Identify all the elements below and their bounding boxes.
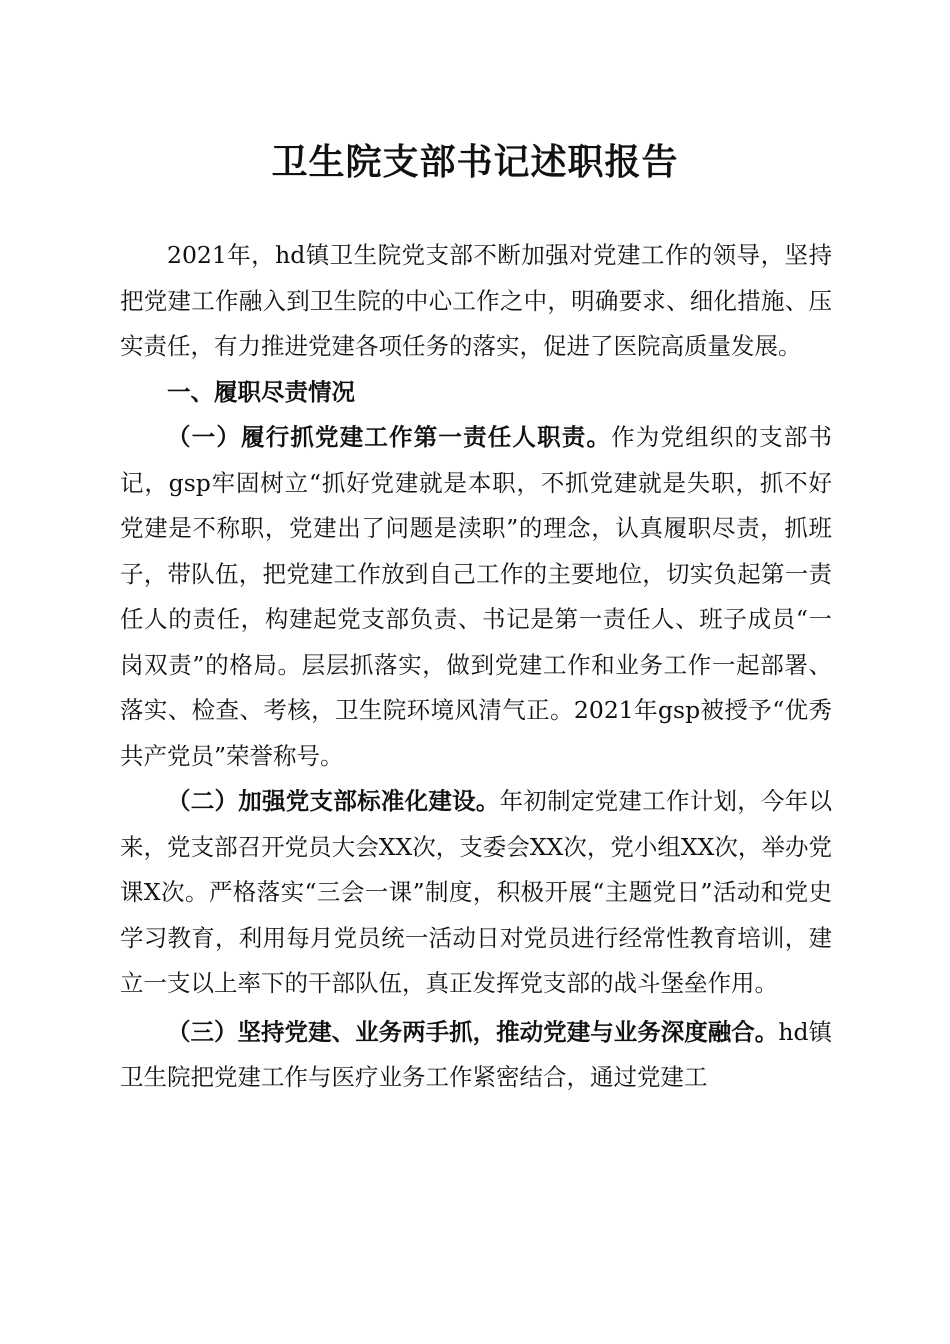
paragraph-1 bbox=[120, 415, 832, 779]
section-heading: 一、履职尽责情况 bbox=[167, 377, 355, 406]
document-body bbox=[120, 233, 832, 1101]
paragraph-text: 作为党组织的支部书记，gsp牢固树立“抓好党建就是本职，不抓党建就是失职，抓不好党建是不称职，党建出了问题是渎职”的理念，认真履职尽责，抓班子，带队伍，把党建工作放到自己工作的主要地位，切实负起第一责任人的责任，构建起党支部负责、书记是第一责任人、班子成员“一岗双责”的格局。层层抓落实，做到党建工作和业务工作一起部署、落实、检查、考核，卫生院环境风清气正。2021年gsp被授予“优秀共产党员”荣誉称号。 bbox=[120, 423, 833, 770]
paragraph-text: 年初制定党建工作计划，今年以来，党支部召开党员大会XX次，支委会XX次，党小组XX次，举办党课X次。严格落实“三会一课”制度，积极开展“主题党日”活动和党史学习教育，利用每月党员统一活动日对党员进行经常性教育培训，建立一支以上率下的干部队伍，真正发挥党支部的战斗堡垒作用。 bbox=[120, 787, 833, 997]
paragraph-3 bbox=[120, 1010, 832, 1101]
paragraph-lead: （二）加强党支部标准化建设。 bbox=[167, 787, 500, 815]
paragraph-text: hd镇卫生院把党建工作与医疗业务工作紧密结合，通过党建工 bbox=[120, 1017, 833, 1091]
paragraph-2 bbox=[120, 779, 832, 1007]
paragraph-lead: （三）坚持党建、业务两手抓，推动党建与业务深度融合。 bbox=[167, 1017, 779, 1046]
document-title: 卫生院支部书记述职报告 bbox=[271, 141, 679, 183]
paragraph-lead: （一）履行抓党建工作第一责任人职责。 bbox=[167, 423, 612, 451]
intro-paragraph: 2021年，hd镇卫生院党支部不断加强对党建工作的领导，坚持把党建工作融入到卫生院的中心工作之中，明确要求、细化措施、压实责任，有力推进党建各项任务的落实，促进了医院高质量发展。 bbox=[120, 241, 832, 360]
